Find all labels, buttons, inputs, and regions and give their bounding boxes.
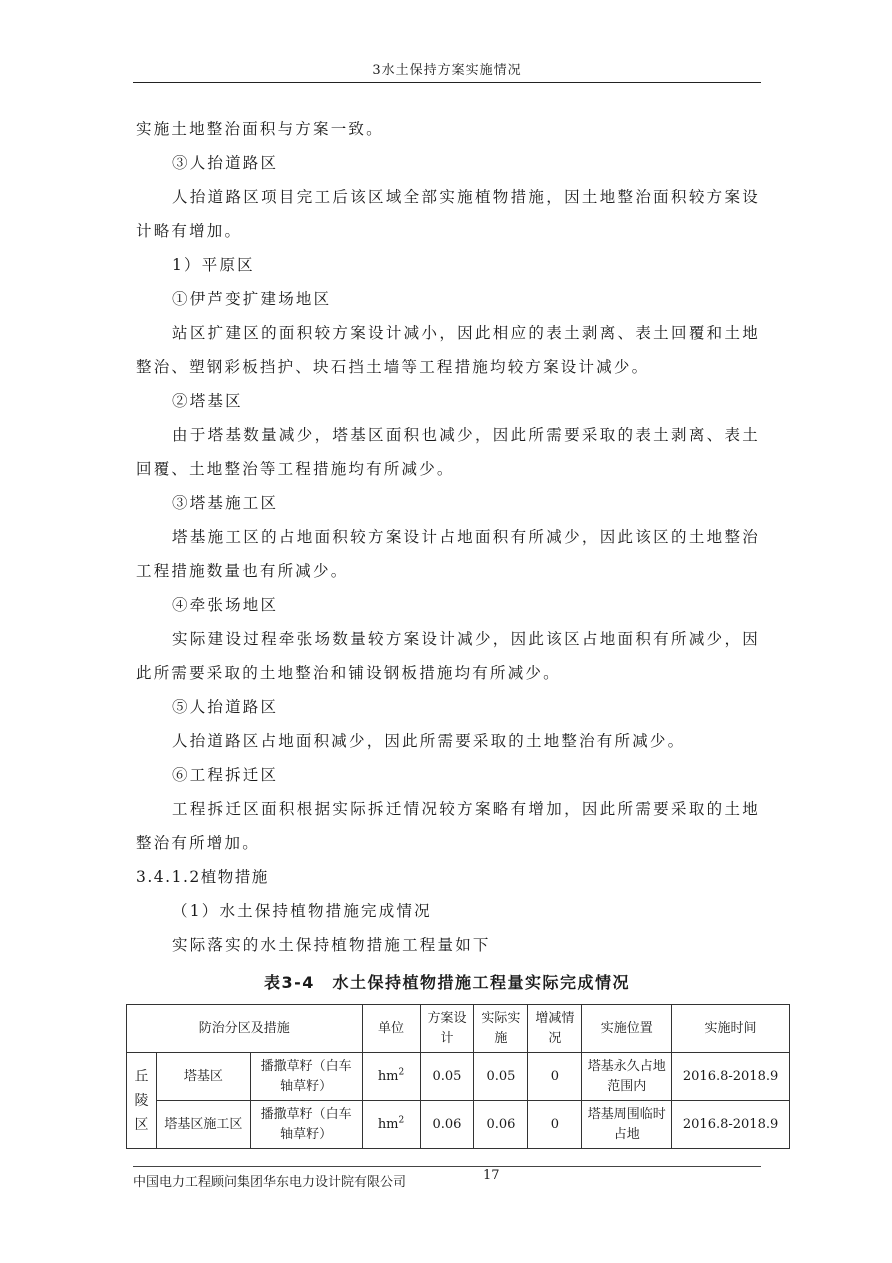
change-cell: 0 bbox=[528, 1101, 582, 1149]
actual-cell: 0.05 bbox=[474, 1053, 528, 1101]
header-unit: 单位 bbox=[362, 1005, 420, 1053]
paragraph: 站区扩建区的面积较方案设计减小，因此相应的表土剥离、表土回覆和土地整治、塑钢彩板挡护、块石挡土墙等工程措施均较方案设计减少。 bbox=[136, 324, 760, 376]
body-text bbox=[136, 112, 760, 962]
subheading: ②塔基区 bbox=[172, 392, 243, 410]
plan-cell: 0.05 bbox=[420, 1053, 474, 1101]
footer-company: 中国电力工程顾问集团华东电力设计院有限公司 bbox=[133, 1175, 407, 1190]
unit-exponent: 2 bbox=[398, 1115, 405, 1126]
unit-exponent: 2 bbox=[398, 1067, 405, 1078]
header-zone-measure: 防治分区及措施 bbox=[127, 1005, 363, 1053]
unit-cell bbox=[362, 1101, 420, 1149]
subheading: ③塔基施工区 bbox=[172, 494, 279, 512]
header-change: 增减情况 bbox=[528, 1005, 582, 1053]
paragraph: 实施土地整治面积与方案一致。 bbox=[136, 120, 384, 138]
paragraph: 塔基施工区的占地面积较方案设计占地面积有所减少，因此该区的土地整治工程措施数量也有所减少。 bbox=[136, 528, 760, 580]
paragraph: 由于塔基数量减少，塔基区面积也减少，因此所需要采取的表土剥离、表土回覆、土地整治等工程措施均有所减少。 bbox=[136, 426, 760, 478]
subheading: （1）水土保持植物措施完成情况 bbox=[172, 902, 432, 920]
measure-cell: 播撒草籽（白车轴草籽） bbox=[250, 1053, 362, 1101]
paragraph: 工程拆迁区面积根据实际拆迁情况较方案略有增加，因此所需要采取的土地整治有所增加。 bbox=[136, 800, 760, 852]
zone-cell: 塔基区 bbox=[156, 1053, 250, 1101]
unit-base: hm bbox=[377, 1116, 399, 1132]
paragraph: 人抬道路区占地面积减少，因此所需要采取的土地整治有所减少。 bbox=[172, 732, 686, 750]
subheading: ⑥工程拆迁区 bbox=[172, 766, 279, 784]
paragraph: 实际落实的水土保持植物措施工程量如下 bbox=[172, 936, 491, 954]
header-divider bbox=[133, 82, 761, 83]
location-cell: 塔基周围临时占地 bbox=[582, 1101, 672, 1149]
change-cell: 0 bbox=[528, 1053, 582, 1101]
zone-cell: 塔基区施工区 bbox=[156, 1101, 250, 1149]
measures-table bbox=[126, 1004, 790, 1149]
paragraph: 人抬道路区项目完工后该区域全部实施植物措施，因土地整治面积较方案设计略有增加。 bbox=[136, 188, 760, 240]
group-cell: 丘陵区 bbox=[127, 1053, 157, 1149]
running-header: 3水土保持方案实施情况 bbox=[372, 63, 522, 78]
unit-cell bbox=[362, 1053, 420, 1101]
header-actual: 实际实施 bbox=[474, 1005, 528, 1053]
page-number: 17 bbox=[483, 1168, 500, 1183]
header-time: 实施时间 bbox=[672, 1005, 790, 1053]
measure-cell: 播撒草籽（白车轴草籽） bbox=[250, 1101, 362, 1149]
subheading: 1）平原区 bbox=[172, 256, 255, 274]
time-cell: 2016.8-2018.9 bbox=[672, 1053, 790, 1101]
plan-cell: 0.06 bbox=[420, 1101, 474, 1149]
paragraph: 实际建设过程牵张场数量较方案设计减少，因此该区占地面积有所减少，因此所需要采取的土地整治和铺设钢板措施均有所减少。 bbox=[136, 630, 760, 682]
header-plan-design: 方案设计 bbox=[420, 1005, 474, 1053]
footer-divider bbox=[133, 1166, 761, 1167]
table-header-row bbox=[127, 1005, 790, 1053]
subheading: ③人抬道路区 bbox=[172, 154, 279, 172]
actual-cell: 0.06 bbox=[474, 1101, 528, 1149]
header-location: 实施位置 bbox=[582, 1005, 672, 1053]
section-heading: 3.4.1.2植物措施 bbox=[136, 868, 269, 886]
location-cell: 塔基永久占地范围内 bbox=[582, 1053, 672, 1101]
subheading: ①伊芦变扩建场地区 bbox=[172, 290, 332, 308]
table-row bbox=[127, 1101, 790, 1149]
table-row bbox=[127, 1053, 790, 1101]
table-caption: 表3-4 水土保持植物措施工程量实际完成情况 bbox=[264, 973, 630, 992]
unit-base: hm bbox=[377, 1068, 399, 1084]
subheading: ⑤人抬道路区 bbox=[172, 698, 279, 716]
time-cell: 2016.8-2018.9 bbox=[672, 1101, 790, 1149]
subheading: ④牵张场地区 bbox=[172, 596, 279, 614]
